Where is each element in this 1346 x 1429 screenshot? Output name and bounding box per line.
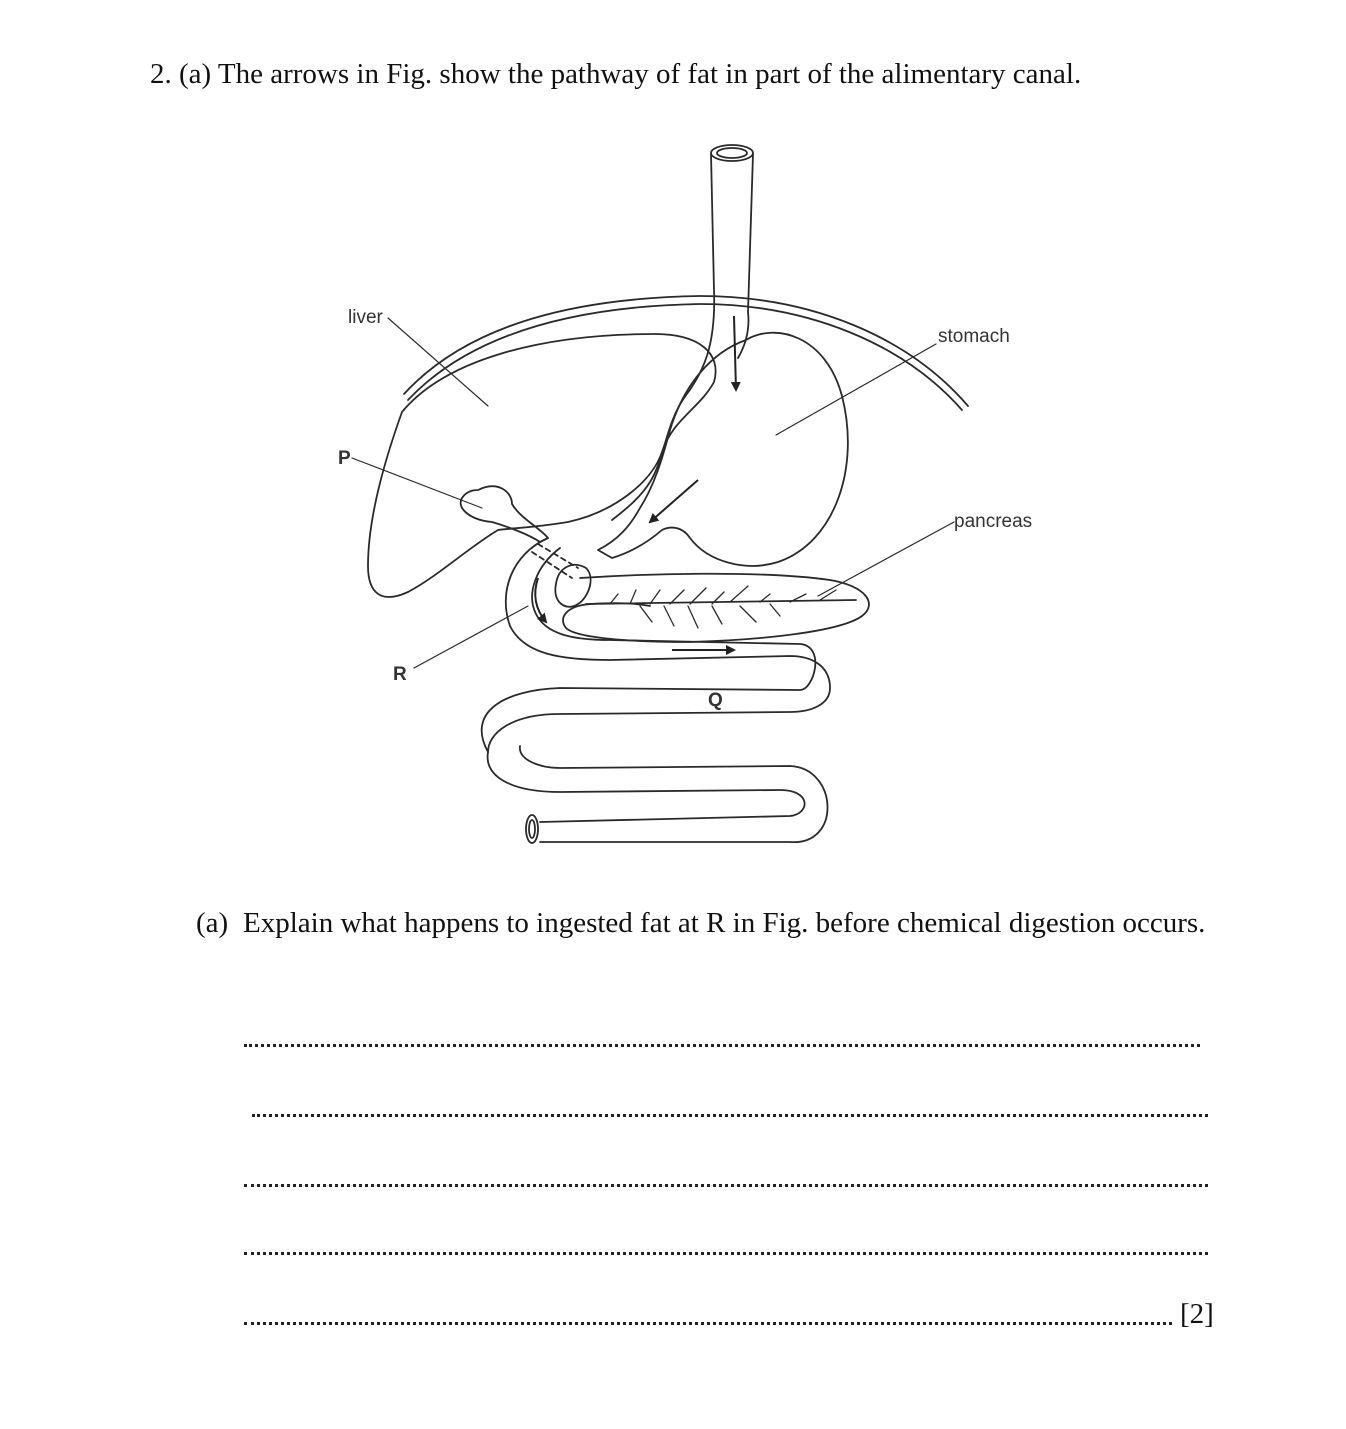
answer-line-2[interactable] bbox=[252, 1114, 1208, 1117]
r-leader-line bbox=[414, 606, 528, 668]
answer-line-4[interactable] bbox=[244, 1252, 1208, 1255]
gall-bladder bbox=[461, 486, 548, 542]
label-stomach: stomach bbox=[938, 326, 1010, 347]
duodenum-loop bbox=[555, 565, 590, 607]
label-p: P bbox=[338, 448, 351, 469]
duodenum-inner bbox=[482, 548, 816, 752]
question-title: 2. (a) The arrows in Fig. show the pathway of fat in part of the alimentary canal. bbox=[150, 58, 1082, 90]
answer-line-5[interactable] bbox=[244, 1322, 1172, 1325]
pancreas-shape bbox=[563, 574, 869, 642]
label-pancreas: pancreas bbox=[954, 511, 1033, 532]
label-liver: liver bbox=[348, 307, 383, 328]
stomach-leader-line bbox=[776, 344, 936, 435]
p-leader-line bbox=[352, 458, 482, 508]
pancreas-duct bbox=[586, 600, 856, 604]
arrow-oesophagus bbox=[734, 316, 736, 390]
stomach-shape bbox=[598, 333, 848, 566]
pancreas-leader-line bbox=[818, 522, 954, 596]
small-intestine-inner bbox=[520, 746, 828, 842]
pancreas-branches bbox=[610, 586, 836, 628]
marks-label: [2] bbox=[1180, 1298, 1214, 1330]
label-q: Q bbox=[708, 690, 723, 711]
arrow-stomach-exit bbox=[650, 480, 698, 522]
answer-line-1[interactable] bbox=[244, 1044, 1200, 1047]
oesophagus-left-wall bbox=[612, 154, 714, 520]
liver-leader-line bbox=[388, 318, 488, 406]
sub-question-prefix: (a) bbox=[196, 907, 229, 939]
sub-question-text: Explain what happens to ingested fat at R in Fig. before chemical digestion occurs. bbox=[243, 907, 1206, 939]
small-intestine-outer bbox=[488, 752, 805, 822]
label-r: R bbox=[393, 664, 407, 685]
sub-question bbox=[196, 896, 1222, 950]
oesophagus-right-wall bbox=[738, 154, 753, 358]
diaphragm-outer-line bbox=[404, 296, 968, 406]
answer-line-3[interactable] bbox=[244, 1184, 1208, 1187]
